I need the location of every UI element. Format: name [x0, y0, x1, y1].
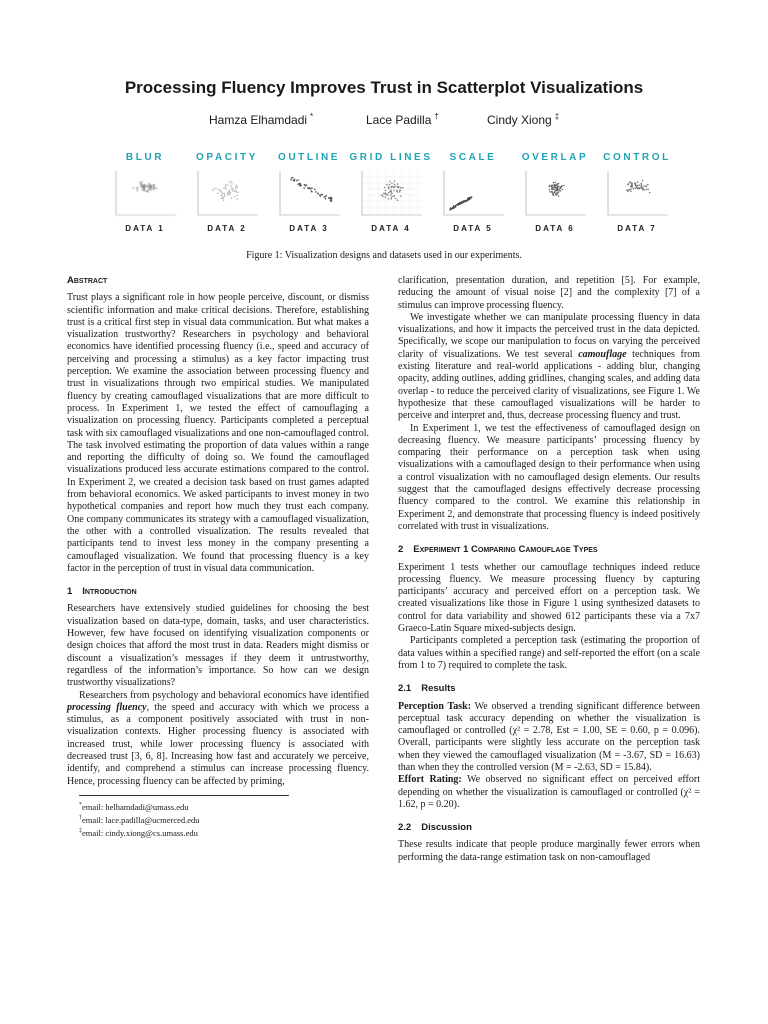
left-column: [67, 275, 369, 838]
scatter-point: [392, 196, 394, 198]
scatter-point: [234, 196, 236, 198]
figure-caption: Figure 1: Visualization designs and datasets used in our experiments.: [246, 250, 522, 261]
scatter-point: [141, 189, 143, 191]
scatter-point: [563, 185, 565, 187]
scatter-point: [153, 186, 155, 188]
scatter-point: [224, 194, 226, 196]
panel-label: GRID LINES: [349, 152, 433, 163]
scatter-point: [219, 189, 221, 191]
panel-outline: [264, 152, 354, 242]
scatter-point: [555, 184, 557, 186]
scatter-point: [293, 179, 295, 181]
scatter-point: [400, 187, 402, 189]
scatter-point: [232, 190, 234, 192]
scatter-point: [142, 185, 144, 187]
footnote-text: email: cindy.xiong@cs.umass.edu: [82, 827, 198, 838]
scatterplot-thumbnail: [604, 167, 670, 222]
text-run: We observed a trending significant difference between perceptual task accuracy depending on whether the visualization is camouflaged or controlled (χ² = 2.78, Est = 1.00, SE = 0.60, p = 0.096). Overall, participants were slightly less accurate on the perception task when they viewed the camouflaged visualization (M = -3.67, SD = 16.63) than when they the controlled version (M = -2.63, SD = 15.84).: [398, 700, 700, 773]
scatter-point: [218, 189, 220, 191]
scatter-point: [394, 195, 396, 197]
scatter-point: [558, 195, 560, 197]
scatter-point: [641, 183, 643, 185]
footnote-mark: *: [79, 801, 82, 808]
scatter-point: [549, 189, 551, 191]
scatter-point: [391, 183, 393, 185]
scatter-point: [151, 189, 153, 191]
scatter-point: [396, 191, 398, 193]
section-title: Discussion: [421, 822, 472, 834]
scatter-point: [148, 183, 150, 185]
scatter-point: [553, 189, 555, 191]
scatter-point: [391, 191, 393, 193]
scatter-point: [389, 181, 391, 183]
scatter-point: [384, 187, 386, 189]
scatter-point: [155, 187, 157, 189]
scatter-point: [388, 198, 390, 200]
scatter-point: [229, 182, 231, 184]
scatter-point: [553, 185, 555, 187]
scatter-point: [643, 189, 645, 191]
panel-label: SCALE: [449, 152, 497, 163]
panel-label: OPACITY: [196, 152, 258, 163]
scatter-point: [136, 190, 138, 192]
scatter-point: [389, 191, 391, 193]
scatter-point: [212, 190, 214, 192]
dataset-label: DATA 1: [125, 224, 165, 233]
author-3: [487, 112, 559, 127]
scatter-point: [330, 197, 332, 199]
scatter-point: [402, 187, 404, 189]
scatter-point: [626, 189, 628, 191]
intro-paragraph-1: Researchers have extensively studied guidelines for choosing the best visualization based on data-type, domain, tasks, and user characteristics. However, few have focused on identifying visualization components or design choices that afford the most trust in data. Readers might dismiss or discount a visualization’s messages if they deem it untrustworthy, regardless of the information’s importance. So how can we design trustworthy visualizations?: [67, 603, 369, 689]
scatter-point: [557, 186, 559, 188]
panel-overlap: [510, 152, 600, 242]
discussion-paragraph: These results indicate that people produce marginally fewer errors when performing the data-range estimation task on non-camouflaged: [398, 839, 700, 863]
scatter-point: [144, 184, 146, 186]
scatter-point: [231, 187, 233, 189]
scatter-point: [223, 193, 225, 195]
scatter-point: [627, 184, 629, 186]
scatter-point: [385, 194, 387, 196]
scatter-point: [395, 186, 397, 188]
scatter-point: [400, 190, 402, 192]
scatterplot-thumbnail: [194, 167, 260, 222]
panel-label: OUTLINE: [277, 152, 341, 163]
author-2: [366, 112, 439, 127]
scatter-point: [235, 191, 237, 193]
scatter-point: [144, 189, 146, 191]
scatter-point: [467, 200, 469, 202]
scatter-point: [628, 189, 630, 191]
scatter-point: [140, 185, 142, 187]
scatter-point: [220, 194, 222, 196]
scatter-point: [394, 180, 396, 182]
scatter-point: [556, 192, 558, 194]
scatter-point: [153, 188, 155, 190]
panel-blur: [100, 152, 190, 242]
intro-paragraph-2: [67, 690, 369, 788]
scatter-point: [555, 194, 557, 196]
scatter-point: [555, 190, 557, 192]
scatter-point: [227, 193, 229, 195]
scatter-point: [456, 204, 458, 206]
section-title: Results: [421, 683, 456, 695]
scatter-point: [549, 191, 551, 193]
scatter-point: [225, 187, 227, 189]
scatter-point: [470, 197, 472, 199]
scatter-point: [147, 191, 149, 193]
scatter-point: [397, 199, 399, 201]
scatter-point: [308, 188, 310, 190]
scatter-point: [636, 186, 638, 188]
scatterplot-thumbnail: [440, 167, 506, 222]
scatter-point: [449, 209, 451, 211]
dataset-label: DATA 6: [535, 224, 575, 233]
scatterplot-thumbnail: [358, 167, 424, 222]
scatter-point: [560, 190, 562, 192]
scatter-point: [235, 186, 237, 188]
section-number: 2.1: [398, 683, 412, 695]
scatter-point: [647, 184, 649, 186]
scatter-point: [328, 197, 330, 199]
section-title: Experiment 1 Comparing Camouflage Types: [413, 544, 598, 556]
text-run: , the speed and accuracy with which we process a stimulus, as a component positively associated with trust in non-visualization contexts. Higher processing fluency is associated with increased trust, while lower processing fluency is associated with decreased trust [3, 6, 8]. Increasing how fast and accurately we perceive, identify, and comprehend a stimulus can increase processing fluency. Hence, processing fluency can be affected by priming,: [67, 701, 369, 787]
scatter-point: [391, 197, 393, 199]
scatter-point: [383, 193, 385, 195]
scatter-point: [386, 184, 388, 186]
footnote: [67, 826, 369, 839]
scatterplot-thumbnail: [522, 167, 588, 222]
scatter-point: [630, 188, 632, 190]
scatter-point: [384, 196, 386, 198]
exp1-paragraph-1: Experiment 1 tests whether our camouflage techniques indeed reduce processing fluency. We measure processing fluency by capturing participants’ accuracy and perceived effort on a perception task. We created visualizations like those in Figure 1 using synthesized datasets to control for data variability and showed 612 participants these via a 7x7 Graeco-Latin Square mixed-subjects design.: [398, 561, 700, 635]
scatter-point: [638, 184, 640, 186]
intro-paragraph-2-continued: clarification, presentation duration, and repetition [5]. For example, reducing the amount of visual noise [2] and the complexity [7] of a stimulus can improve processing fluency.: [398, 275, 700, 311]
scatter-point: [400, 195, 402, 197]
scatter-point: [225, 184, 227, 186]
scatter-point: [553, 194, 555, 196]
paper-title: Processing Fluency Improves Trust in Scatterplot Visualizations: [124, 78, 644, 97]
scatter-point: [309, 187, 311, 189]
scatter-point: [551, 191, 553, 193]
scatter-point: [394, 184, 396, 186]
panel-label: CONTROL: [603, 152, 671, 163]
scatter-point: [237, 186, 239, 188]
dataset-label: DATA 2: [207, 224, 247, 233]
scatter-point: [299, 183, 301, 185]
scatter-point: [549, 185, 551, 187]
scatter-point: [221, 191, 223, 193]
scatter-point: [551, 187, 553, 189]
dataset-label: DATA 4: [371, 224, 411, 233]
emphasized-term: processing fluency: [67, 701, 147, 713]
scatter-point: [321, 194, 323, 196]
scatter-point: [141, 184, 143, 186]
scatter-point: [634, 182, 636, 184]
scatter-point: [311, 191, 313, 193]
scatter-point: [554, 186, 556, 188]
scatter-point: [140, 183, 142, 185]
scatter-point: [148, 189, 150, 191]
scatter-point: [641, 186, 643, 188]
scatter-point: [317, 193, 319, 195]
scatter-point: [230, 185, 232, 187]
author-mark: *: [310, 112, 314, 121]
scatter-point: [453, 207, 455, 209]
scatter-point: [213, 188, 215, 190]
scatter-point: [319, 194, 321, 196]
scatter-point: [558, 191, 560, 193]
scatter-point: [292, 177, 294, 179]
scatter-point: [642, 187, 644, 189]
scatter-point: [235, 189, 237, 191]
scatter-point: [232, 188, 234, 190]
scatter-point: [630, 191, 632, 193]
text-run: Researchers from psychology and behavioral economics have identified: [79, 689, 369, 701]
run-in-heading: Perception Task:: [398, 700, 472, 712]
scatter-point: [467, 198, 469, 200]
scatter-point: [392, 186, 394, 188]
scatter-point: [311, 187, 313, 189]
scatter-point: [391, 193, 393, 195]
footnote: [67, 813, 369, 826]
scatter-point: [230, 192, 232, 194]
scatter-point: [304, 184, 306, 186]
scatter-point: [395, 198, 397, 200]
text-run: techniques from existing literature and real-world applications - adding blur, changing opacity, adding outlines, adding gridlines, changing scales, and adding data overlap - to reduce the perceived clarity of visualizations, see Figure 1. We hypothesize that these camouflaged visualizations will be harder to perceive and interpret and, thus, decrease processing fluency and trust.: [398, 348, 700, 422]
scatter-point: [553, 182, 555, 184]
scatter-point: [555, 182, 557, 184]
author-mark: †: [434, 112, 439, 121]
scatter-point: [637, 181, 639, 183]
scatter-point: [463, 200, 465, 202]
scatter-point: [560, 188, 562, 190]
right-column: [398, 275, 700, 864]
scatter-point: [635, 187, 637, 189]
scatter-point: [388, 188, 390, 190]
panel-label: OVERLAP: [521, 152, 589, 163]
scatter-point: [561, 185, 563, 187]
scatter-point: [236, 184, 238, 186]
scatter-point: [550, 186, 552, 188]
scatter-point: [631, 185, 633, 187]
dataset-label: DATA 3: [289, 224, 329, 233]
scatter-point: [631, 183, 633, 185]
scatter-point: [399, 191, 401, 193]
abstract-heading: Abstract: [67, 275, 108, 286]
subsection-2-2-heading: [398, 822, 700, 834]
scatter-point: [236, 198, 238, 200]
scatter-point: [388, 186, 390, 188]
scatter-point: [382, 195, 384, 197]
scatter-point: [324, 196, 326, 198]
scatter-point: [458, 204, 460, 206]
scatter-point: [469, 197, 471, 199]
scatter-point: [381, 194, 383, 196]
scatter-point: [638, 188, 640, 190]
scatter-point: [459, 203, 461, 205]
scatter-point: [231, 197, 233, 199]
scatter-point: [391, 198, 393, 200]
scatter-point: [635, 185, 637, 187]
scatter-point: [641, 184, 643, 186]
scatter-point: [649, 192, 651, 194]
section-number: 2.2: [398, 822, 412, 834]
scatter-point: [133, 187, 135, 189]
text-run: We observed no significant effect on perceived effort depending on whether the visualization is camouflaged or controlled (χ² = 1.62, p = 0.20).: [398, 774, 700, 810]
scatter-point: [645, 189, 647, 191]
scatter-point: [137, 187, 139, 189]
footnote-text: email: helhamdadi@umass.edu: [82, 801, 189, 812]
panel-label: BLUR: [125, 152, 165, 163]
scatter-point: [147, 186, 149, 188]
scatter-point: [235, 187, 237, 189]
scatter-point: [150, 185, 152, 187]
panel-opacity: [182, 152, 272, 242]
scatter-point: [315, 191, 317, 193]
exp1-paragraph-2: Participants completed a perception task (estimating the proportion of data values within a specified range) and self-reported the effort (on a scale from 1 to 7) required to complete the task.: [398, 635, 700, 671]
section-2-heading: [398, 544, 700, 556]
scatter-point: [237, 192, 239, 194]
scatter-point: [552, 193, 554, 195]
scatter-point: [637, 185, 639, 187]
scatter-point: [153, 184, 155, 186]
abstract-text: Trust plays a significant role in how people perceive, discount, or dismiss scientific information and make critical decisions. Therefore, establishing trust is a critical first step in visual data communication. But what makes a visualization trustworthy? Researchers in psychology and behavioral economics have identified processing fluency (i.e., speed and accuracy of perceiving and processing a stimulus) as a key factor impacting trust perception. We examine the association between processing fluency and trust in visualizations through two empirical studies. We manipulated fluency by creating camouflaged visualizations that are more difficult to process. In Experiment 1, we tested the effect of camouflaging a visualization on processing fluency. Participants completed a perceptual task with six camouflaged visualizations and one non-camouflaged control. The task involved estimating the proportion of data values within a range and reporting the difficulty of doing so. We found the camouflaged visualizations produced less accurate estimations compared to the control. In Experiment 2, we created a decision task based on trust games adapted from behavioral economics. We asked participants to invest money in two hypothetical companies and report how much they trust each company. One company communicates its strategy with a camouflaged visualization, the other with a controlled visualization. The results revealed that participants tend to invest less money in the company presenting a camouflaged visualization. We found that processing fluency is a key factor in the perception of trust in visual data communication.: [67, 292, 369, 574]
text-run: We investigate whether we can manipulate processing fluency in data visualizations, and how it impacts the perceived trust in the data depicted. Specifically, we scope our manipulation to focus on varying the perceived clarity of visualizations. We test several: [398, 311, 700, 360]
scatter-point: [236, 195, 238, 197]
panel-scale: [428, 152, 518, 242]
scatter-point: [562, 189, 564, 191]
scatter-point: [290, 179, 292, 181]
scatterplot-thumbnail: [112, 167, 178, 222]
subsection-2-1-heading: [398, 683, 700, 695]
scatter-point: [145, 190, 147, 192]
intro-paragraph-4: In Experiment 1, we test the effectiveness of camouflaged design on decreasing fluency. We measure participants’ processing fluency by comparing their performance on a perception task when using visualizations with a camouflaged design to their performance when using a control visualization with no camouflaged design elements. Our results suggest that the camouflaged designs effectively decrease processing fluency compared to the control. We examine this relationship in Experiment 2, and demonstrate that processing fluency is indeed positively correlated with trust in visualizations.: [398, 422, 700, 532]
scatter-point: [557, 188, 559, 190]
scatter-point: [397, 183, 399, 185]
section-number: 1: [67, 586, 73, 598]
author-name: Cindy Xiong: [487, 113, 552, 127]
scatter-point: [217, 193, 219, 195]
scatter-point: [297, 179, 299, 181]
author-name: Lace Padilla: [366, 113, 432, 127]
author-mark: ‡: [554, 112, 560, 121]
scatter-point: [330, 200, 332, 202]
section-1-heading: [67, 586, 369, 598]
panel-grid-lines: [346, 152, 436, 242]
footnote: [67, 800, 369, 813]
scatter-point: [393, 190, 395, 192]
perception-task-paragraph: [398, 701, 700, 775]
scatter-point: [558, 183, 560, 185]
scatter-point: [391, 187, 393, 189]
scatter-point: [388, 192, 390, 194]
teaser-figure: [100, 152, 680, 242]
scatter-point: [387, 195, 389, 197]
scatter-point: [231, 183, 233, 185]
scatter-point: [222, 198, 224, 200]
scatter-point: [223, 200, 225, 202]
panel-control: [592, 152, 682, 242]
footnote-mark: †: [79, 814, 82, 821]
scatter-point: [314, 189, 316, 191]
scatter-point: [227, 184, 229, 186]
section-number: 2: [398, 544, 404, 556]
author-name: Hamza Elhamdadi: [209, 113, 308, 127]
scatterplot-thumbnail: [276, 167, 342, 222]
scatter-point: [325, 198, 327, 200]
intro-paragraph-3: [398, 312, 700, 423]
scatter-point: [647, 188, 649, 190]
scatter-point: [306, 184, 308, 186]
footnote-mark: ‡: [79, 827, 82, 834]
run-in-heading: Effort Rating:: [398, 774, 462, 786]
footnote-rule: [79, 795, 289, 796]
scatter-point: [225, 186, 227, 188]
effort-rating-paragraph: [398, 774, 700, 811]
scatter-point: [389, 184, 391, 186]
scatter-point: [645, 186, 647, 188]
dataset-label: DATA 7: [617, 224, 657, 233]
dataset-label: DATA 5: [453, 224, 493, 233]
scatter-point: [151, 187, 153, 189]
scatter-point: [296, 180, 298, 182]
scatter-point: [397, 186, 399, 188]
scatter-point: [642, 180, 644, 182]
scatter-point: [300, 184, 302, 186]
scatter-point: [385, 190, 387, 192]
scatter-point: [215, 188, 217, 190]
scatter-point: [222, 193, 224, 195]
emphasized-term: camouflage: [578, 348, 627, 360]
scatter-point: [229, 190, 231, 192]
scatter-point: [223, 188, 225, 190]
scatter-point: [293, 180, 295, 182]
scatter-point: [390, 194, 392, 196]
scatter-point: [303, 187, 305, 189]
footnote-text: email: lace.padilla@ucmerced.edu: [82, 814, 200, 825]
scatter-point: [231, 181, 233, 183]
scatter-point: [633, 188, 635, 190]
scatter-point: [455, 206, 457, 208]
section-title: Introduction: [82, 586, 137, 598]
author-1: [209, 112, 313, 127]
scatter-point: [643, 185, 645, 187]
scatter-point: [141, 181, 143, 183]
